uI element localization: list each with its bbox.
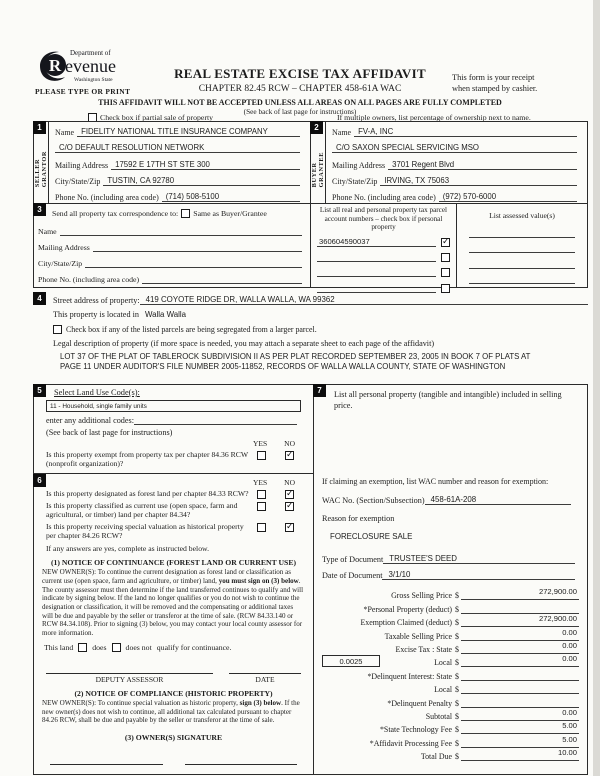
seller-csz-label: City/State/Zip [55, 176, 101, 186]
assessed-value-row [465, 238, 579, 253]
seller-mailing-value: 17592 E 17TH ST STE 300 [115, 159, 210, 169]
qualify-label: qualify for continuance. [156, 642, 232, 652]
title-block [140, 66, 460, 94]
located-in-value[interactable]: Walla Walla [144, 310, 187, 319]
fee-label: *Affidavit Processing Fee [369, 738, 453, 748]
deputy-assessor-label: DEPUTY ASSESSOR [95, 674, 164, 684]
land-does-checkbox[interactable] [78, 643, 87, 652]
partial-sale-label: Check box if partial sale of property [100, 113, 214, 122]
correspondence-row [38, 252, 302, 268]
parcel-numbers-column [311, 204, 457, 287]
fee-label: *State Technology Fee [379, 725, 453, 735]
parcel-number-field[interactable] [317, 261, 436, 262]
correspondence-row-label: City/State/Zip [38, 259, 83, 268]
exemption-claim-label: If claiming an exemption, list WAC number and reason for exemption: [322, 477, 549, 486]
correspondence-row-field[interactable] [60, 235, 302, 236]
right-column [314, 385, 587, 774]
street-address-field[interactable] [140, 295, 588, 305]
reason-for-exemption-value[interactable]: FORECLOSURE SALE [330, 532, 413, 541]
parcel-rows [317, 232, 450, 293]
segregated-label: Check box if any of the listed parcels are being segregated from a larger parcel. [66, 325, 317, 334]
notice2-post: . If the new owner(s) does not wish to continue, all additional tax calculated pursuant to chapter 84.26 RCW, shall be due and payable by the seller or transferor at the time of sale. [42, 698, 300, 725]
classification-question-text: Is this property designated as forest land per chapter 84.33 RCW? [46, 489, 249, 498]
seller-csz-field[interactable] [103, 176, 300, 186]
parcel-number-field[interactable] [317, 276, 436, 277]
section-1-badge: 1 [33, 121, 46, 134]
form-title: REAL ESTATE EXCISE TAX AFFIDAVIT [174, 66, 426, 81]
parcel-row [317, 247, 450, 262]
assessed-value-row [465, 253, 579, 268]
fee-amount-value: 272,900.00 [538, 614, 577, 624]
form-subtitle: CHAPTER 82.45 RCW – CHAPTER 458-61A WAC [198, 84, 402, 94]
buyer-careof-value: C/O SAXON SPECIAL SERVICING MSO [336, 143, 479, 153]
fee-amount-value: 5.00 [562, 734, 577, 744]
dollar-sign: $ [455, 658, 459, 668]
land-use-section [34, 385, 313, 474]
doc-date-row [322, 570, 579, 580]
doc-date-value: 3/1/10 [388, 570, 411, 579]
dollar-sign: $ [455, 738, 459, 748]
personal-property-checkbox[interactable] [441, 253, 450, 262]
dollar-sign: $ [455, 644, 459, 654]
correspondence-row-field[interactable] [85, 267, 302, 268]
this-land-label: This land [44, 642, 74, 652]
wac-number-value: 458-61A-208 [430, 495, 477, 504]
land-use-code-field[interactable]: 11 - Household, single family units [46, 400, 301, 412]
question-yes-checkbox[interactable] [257, 523, 266, 532]
exempt-no-checkbox[interactable] [285, 451, 294, 460]
fee-amount-value: 0.00 [562, 654, 577, 664]
no-header-2: NO [284, 478, 295, 487]
date-label: DATE [255, 674, 275, 684]
wac-number-label: WAC No. (Section/Subsection) [322, 496, 425, 505]
notice2-pre: NEW OWNER(S): To continue special valuation as historic property, [42, 698, 240, 707]
seller-name-value: FIDELITY NATIONAL TITLE INSURANCE COMPANY [81, 127, 268, 137]
fee-amount-value: 0.00 [562, 627, 577, 637]
receipt-note [452, 72, 582, 94]
dollar-sign: $ [455, 618, 459, 628]
fee-label: Local [434, 658, 453, 668]
fee-amount-value: 5.00 [562, 721, 577, 731]
fee-amount-value: 272,900.00 [538, 587, 577, 597]
seller-name-field[interactable] [77, 127, 300, 137]
parcel-row [317, 262, 450, 277]
exempt-question-row [40, 450, 307, 469]
street-address-value: 419 COYOTE RIDGE DR, WALLA WALLA, WA 99362 [145, 295, 335, 304]
personal-property-checkbox[interactable] [441, 268, 450, 277]
personal-property-label: List all personal property (tangible and intangible) included in selling price. [334, 390, 562, 410]
assessed-value-field[interactable] [469, 252, 575, 253]
classification-question-text: Is this property receiving special valuation as historical property per chapter 84.26 RCW? [46, 521, 244, 540]
parcel-numbers-header: List all real and personal property tax parcel account numbers – check box if personal property [319, 206, 448, 232]
send-correspondence-label: Send all property tax correspondence to: [52, 209, 179, 218]
additional-codes-field[interactable] [134, 424, 297, 425]
same-as-buyer-label: Same as Buyer/Grantee [193, 209, 267, 218]
assessor-date-line[interactable] [229, 664, 301, 674]
correspondence-row [38, 220, 302, 236]
parcel-number-value: 360604590037 [319, 236, 370, 246]
fee-label: Local [434, 685, 453, 695]
question-no-checkbox[interactable] [285, 502, 294, 511]
correspondence-row-label: Mailing Address [38, 243, 90, 252]
does-not-label: does not [125, 642, 152, 652]
classification-question-text: Is this property classified as current use (open space, farm and agricultural, or timber) land per chapter 84.34? [46, 501, 238, 520]
owners-signature-row [40, 755, 307, 765]
assessed-value-row [465, 223, 579, 238]
buyer-name-value: FV-A, INC [358, 127, 394, 137]
receipt-line-1: This form is your receipt [452, 73, 535, 82]
notice1-pre: NEW OWNER(S): To continue the current designation as forest land or classification as current use (open space, farm and agriculture, or timber) land, [42, 568, 291, 585]
logo-state-text: Washington State [74, 77, 113, 83]
buyer-phone-field[interactable] [439, 192, 577, 202]
section-7-badge: 7 [313, 384, 326, 397]
question-yes-checkbox[interactable] [257, 490, 266, 499]
yes-header-2: YES [252, 478, 268, 487]
section-2-badge: 2 [310, 121, 323, 134]
seller-careof-value: C/O DEFAULT RESOLUTION NETWORK [59, 143, 205, 153]
correspondence-row-field[interactable] [142, 283, 302, 284]
seller-side-word2: GRANTOR [41, 151, 48, 188]
fee-label: *Personal Property (deduct) [363, 604, 453, 614]
doc-date-label: Date of Document [322, 571, 383, 580]
correspondence-row-field[interactable] [93, 251, 302, 252]
dollar-sign: $ [455, 752, 459, 762]
same-as-buyer-checkbox[interactable] [181, 209, 190, 218]
seller-mailing-label: Mailing Address [55, 160, 109, 170]
no-header: NO [284, 439, 295, 448]
fee-label: Total Due [420, 752, 453, 762]
land-does-not-checkbox[interactable] [112, 643, 121, 652]
question-no-checkbox[interactable] [285, 523, 294, 532]
logo-dept-text: Department of [70, 49, 111, 57]
left-column [34, 385, 314, 774]
dollar-sign: $ [455, 671, 459, 681]
buyer-csz-value: IRVING, TX 75063 [384, 175, 450, 185]
correspondence-row [38, 268, 302, 284]
buyer-side-word2: GRANTEE [318, 151, 325, 188]
dollar-sign: $ [455, 685, 459, 695]
multiple-owners-note: If multiple owners, list percentage of ownership next to name. [337, 113, 531, 122]
seller-grantor-cell [34, 122, 311, 203]
buyer-mailing-field[interactable] [388, 160, 577, 170]
notice-compliance-body [40, 698, 307, 725]
owner-signature-line-2[interactable] [185, 755, 298, 765]
buyer-careof-field[interactable] [332, 143, 577, 153]
correspondence-row [38, 236, 302, 252]
yes-header: YES [252, 439, 268, 448]
seller-side-strip [34, 122, 49, 203]
logo-r: R [48, 56, 62, 75]
assessed-value-row [465, 269, 579, 284]
seller-careof-field[interactable] [55, 143, 300, 153]
assessed-values-header: List assessed value(s) [489, 211, 555, 220]
reason-for-exemption-label: Reason for exemption [322, 514, 395, 523]
fee-table [322, 587, 579, 761]
tax-correspondence-section [33, 204, 588, 288]
owner-signature-line-1[interactable] [50, 755, 163, 765]
fee-amount-field[interactable] [461, 742, 579, 761]
located-in-label: This property is located in [53, 310, 139, 319]
segregated-checkbox[interactable] [53, 325, 62, 334]
receipt-line-2: when stamped by cashier. [452, 84, 538, 93]
continuance-section [34, 474, 313, 774]
doc-type-row [322, 554, 579, 564]
deputy-assessor-signature-line[interactable] [46, 664, 213, 674]
does-label: does [92, 642, 107, 652]
fee-label: Exemption Claimed (deduct) [360, 618, 453, 628]
buyer-side-strip [311, 122, 326, 203]
dollar-sign: $ [455, 711, 459, 721]
additional-codes-label: enter any additional codes: [46, 416, 134, 425]
section-6-badge: 6 [33, 474, 46, 487]
street-address-label: Street address of property: [53, 296, 140, 305]
fee-label: *Delinquent Penalty [387, 698, 453, 708]
assessor-signature-row [40, 664, 307, 684]
fee-amount-value: 10.00 [557, 748, 577, 758]
see-back-note: (See back of last page for instructions) [243, 107, 357, 116]
dollar-sign: $ [455, 698, 459, 708]
dollar-sign: $ [455, 631, 459, 641]
dollar-sign: $ [455, 725, 459, 735]
classification-question-row [40, 501, 307, 520]
legal-description-value[interactable]: LOT 37 OF THE PLAT OF TABLEROCK SUBDIVISION II AS PER PLAT RECORDED SEPTEMBER 23, 2005 IN BOOK 7 OF PLATS AT PAGE 11 UNDER AUDITOR'S FILE NUMBER 2005-11852, RECORDS OF WALLA WALLA COUNTY, STATE OF WASHINGTON [60, 352, 531, 371]
assessed-value-field[interactable] [469, 237, 575, 238]
assessed-values-column [457, 204, 587, 287]
fee-label: Subtotal [425, 711, 453, 721]
seller-phone-field[interactable] [162, 192, 300, 202]
exempt-yes-checkbox[interactable] [257, 451, 266, 460]
doc-type-label: Type of Document [322, 555, 384, 564]
doc-type-value: TRUSTEE'S DEED [389, 554, 457, 563]
buyer-name-label: Name [332, 128, 352, 138]
seller-side-word1: SELLER [34, 159, 41, 188]
property-address-section [33, 291, 588, 371]
correspondence-column [34, 204, 311, 287]
classification-question-row [40, 522, 307, 541]
notice-continuance-title: (1) NOTICE OF CONTINUANCE (FOREST LAND OR CURRENT USE) [50, 558, 297, 568]
buyer-mailing-value: 3701 Regent Blvd [392, 159, 455, 169]
correspondence-row-label: Name [38, 227, 57, 236]
notice2-bold: sign (3) below [239, 698, 282, 707]
fee-row [322, 748, 579, 761]
dollar-sign: $ [455, 604, 459, 614]
bottom-block [33, 384, 588, 775]
any-yes-note: If any answers are yes, complete as instructed below. [46, 544, 210, 554]
parcel-number-field[interactable] [317, 237, 436, 247]
doc-type-field[interactable] [383, 554, 575, 564]
land-use-title: Select Land Use Code(s): [54, 388, 140, 397]
buyer-mailing-label: Mailing Address [332, 160, 386, 170]
dept-of-revenue-logo [34, 44, 144, 88]
section-5-badge: 5 [33, 384, 46, 397]
question-no-checkbox[interactable] [285, 490, 294, 499]
fee-amount-value: 0.00 [562, 640, 577, 650]
owners-signature-title: (3) OWNER(S) SIGNATURE [124, 732, 223, 742]
notice1-bold: you must sign on (3) below [218, 576, 299, 585]
fee-label: *Delinquent Interest: State [367, 671, 453, 681]
warning-line: THIS AFFIDAVIT WILL NOT BE ACCEPTED UNLESS ALL AREAS ON ALL PAGES ARE FULLY COMPLETED [98, 98, 502, 107]
classification-questions [40, 487, 307, 540]
classification-question-row [40, 489, 307, 499]
fee-label: Gross Selling Price [391, 591, 453, 601]
fee-amount-value: 0.00 [562, 707, 577, 717]
section-4-badge: 4 [33, 292, 46, 305]
wac-number-field[interactable] [425, 495, 571, 505]
see-back-instructions: (See back of last page for instructions) [46, 428, 173, 437]
scan-edge [593, 0, 600, 776]
doc-date-field[interactable] [382, 570, 575, 580]
local-rate-box[interactable]: 0.0025 [322, 655, 380, 667]
correspondence-rows [38, 220, 302, 284]
land-qualify-row [40, 643, 307, 652]
seller-mailing-field[interactable] [111, 160, 300, 170]
notice1-post: . The county assessor must then determine if the land transferred continues to qualify and will indicate by signing below. If the land no longer qualifies or you do not wish to continue the designation or classification, it will be removed and the compensating or additional taxes will be due and payable by the seller or transferor at the time of sale. (RCW 84.33.140 or RCW 84.34.108). Prior to signing (3) below, you may contact your local county assessor for more information. [42, 576, 304, 638]
wac-row [322, 495, 579, 505]
question-yes-checkbox[interactable] [257, 502, 266, 511]
personal-property-checkbox[interactable] [441, 238, 450, 247]
buyer-csz-field[interactable] [380, 176, 577, 186]
fee-label: Excise Tax : State [395, 644, 453, 654]
notice-compliance-title: (2) NOTICE OF COMPLIANCE (HISTORIC PROPERTY) [74, 688, 273, 698]
seller-name-label: Name [55, 128, 75, 138]
seller-phone-value: (714) 508-5100 [165, 192, 220, 202]
section-3-badge: 3 [33, 203, 46, 216]
parcel-row [317, 232, 450, 247]
exempt-question-text: Is this property exempt from property tax per chapter 84.36 RCW (nonprofit organization)? [46, 450, 249, 469]
assessed-value-rows [465, 220, 579, 284]
buyer-phone-label: Phone No. (including area code) [332, 193, 436, 203]
legal-description-label: Legal description of property (if more space is needed, you may attach a separate sheet to each page of the affidavit) [53, 339, 435, 348]
assessed-value-field[interactable] [469, 268, 575, 269]
assessed-value-field[interactable] [469, 283, 575, 284]
fee-label: Taxable Selling Price [384, 631, 453, 641]
correspondence-row-label: Phone No. (including area code) [38, 275, 140, 284]
parties-section [33, 121, 588, 204]
buyer-phone-value: (972) 570-6000 [442, 192, 497, 202]
buyer-grantee-cell [311, 122, 587, 203]
notice-continuance-body [40, 567, 307, 638]
buyer-name-field[interactable] [354, 127, 577, 137]
logo-revenue-text: evenue [65, 56, 116, 76]
seller-csz-value: TUSTIN, CA 92780 [107, 175, 175, 185]
seller-phone-label: Phone No. (including area code) [55, 193, 159, 203]
buyer-csz-label: City/State/Zip [332, 176, 378, 186]
please-type-or-print: PLEASE TYPE OR PRINT [35, 87, 131, 96]
dollar-sign: $ [455, 591, 459, 601]
buyer-side-word1: BUYER [311, 162, 318, 188]
